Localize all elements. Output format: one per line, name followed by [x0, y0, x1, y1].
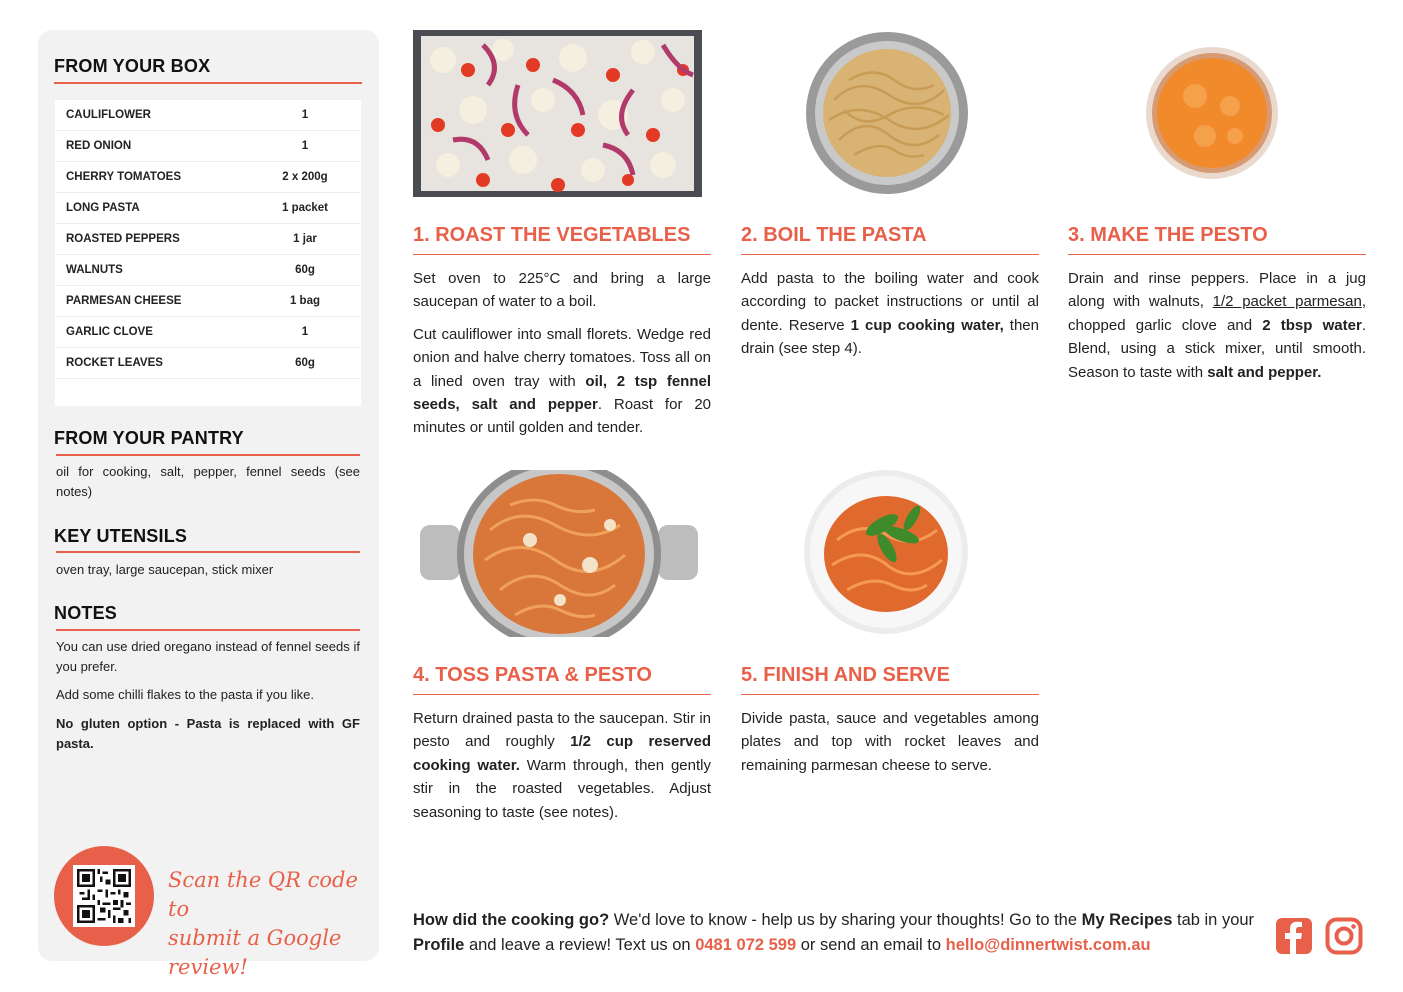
table-row: [55, 193, 361, 224]
finish-serve-image: [802, 470, 970, 634]
heading-rule: [56, 551, 360, 553]
step-4-body: [413, 707, 711, 833]
ingredient-qty: 1 packet: [281, 202, 329, 214]
ingredient-name: WALNUTS: [66, 264, 123, 276]
boil-pasta-image: [804, 30, 970, 196]
text-run: Return drained pasta to the saucepan. Stir in pesto and roughly: [413, 710, 711, 751]
ingredient-qty: 1: [301, 326, 309, 338]
ingredient-name: LONG PASTA: [66, 202, 140, 214]
from-your-pantry-heading: FROM YOUR PANTRY: [54, 428, 244, 448]
step-3-body: [1068, 267, 1366, 393]
table-row: [55, 286, 361, 317]
instagram-icon[interactable]: [1325, 917, 1363, 955]
step-5-title: 5. FINISH AND SERVE: [741, 664, 1039, 695]
step-1-title: 1. ROAST THE VEGETABLES: [413, 224, 711, 255]
note-item: No gluten option - Pasta is replaced with GF pasta.: [56, 716, 360, 751]
text-run: , chopped garlic clove and: [1068, 293, 1366, 334]
ingredient-qty: 60g: [295, 357, 315, 369]
heading-rule: [56, 454, 360, 456]
step-2-text: [741, 267, 1039, 361]
footer-question: How did the cooking go?: [413, 911, 610, 929]
step-2-title: 2. BOIL THE PASTA: [741, 224, 1039, 255]
scan-line: submit a Google review!: [168, 926, 342, 979]
ingredient-qty: 1 jar: [293, 233, 317, 245]
text-run: and leave a review! Text us on: [464, 936, 696, 954]
ingredient-name: ROCKET LEAVES: [66, 357, 163, 369]
qr-code-icon[interactable]: [73, 865, 135, 927]
step-3-text: [1068, 267, 1366, 384]
text-run: Warm through, then gently stir in the roasted vegetables. Adjust seasoning to taste (see notes).: [413, 756, 711, 821]
text-run: Add pasta to the boiling water and cook according to packet instructions or until al dente. Reserve: [741, 270, 1039, 334]
feedback-footer: [413, 908, 1263, 958]
text-run-bold: 1/2 cup reserved cooking water.: [413, 733, 711, 774]
toss-pasta-image: [420, 470, 698, 637]
table-row: [55, 224, 361, 255]
text-run: . Roast for 20 minutes or until golden and tender.: [413, 396, 711, 437]
ingredient-name: GARLIC CLOVE: [66, 326, 153, 338]
note-item: You can use dried oregano instead of fennel seeds if you prefer.: [56, 639, 360, 674]
ingredient-name: RED ONION: [66, 140, 132, 152]
text-run-underline: 1/2 packet parmesan: [1212, 293, 1362, 311]
table-row: [55, 255, 361, 286]
ingredients-sidebar: [38, 30, 379, 979]
text-run-bold: oil, 2 tsp fennel seeds, salt and pepper: [413, 372, 712, 414]
table-row: [55, 100, 361, 131]
table-row: [55, 348, 361, 379]
ingredient-name: CHERRY TOMATOES: [66, 171, 182, 183]
step-1-text: [413, 323, 711, 440]
ingredients-table: [55, 100, 361, 406]
step-5-body: [741, 707, 1039, 786]
ingredient-qty: 2 x 200g: [282, 171, 328, 183]
profile-label: Profile: [413, 936, 465, 954]
table-row: [55, 162, 361, 193]
step-4-title: 4. TOSS PASTA & PESTO: [413, 664, 711, 695]
text-run: . Blend, using a stick mixer, until smooth. Season to taste with: [1068, 316, 1366, 381]
step-3-title: 3. MAKE THE PESTO: [1068, 224, 1366, 255]
text-run-bold: salt and pepper.: [1207, 363, 1322, 381]
text-run: tab in your: [1172, 911, 1255, 929]
email-link[interactable]: hello@dinnertwist.com.au: [945, 936, 1151, 954]
text-run-bold: 2 tbsp water: [1262, 316, 1362, 334]
step-2-body: [741, 267, 1039, 370]
from-your-box-heading: FROM YOUR BOX: [54, 56, 211, 76]
step-5-text: Divide pasta, sauce and vegetables among plates and top with rocket leaves and remaining parmesan cheese to serve.: [741, 710, 1039, 774]
ingredient-qty: 1: [301, 140, 309, 152]
ingredient-qty: 1 bag: [289, 295, 321, 307]
facebook-icon[interactable]: [1275, 917, 1313, 955]
heading-rule: [54, 82, 362, 84]
utensils-text: oven tray, large saucepan, stick mixer: [56, 562, 274, 577]
ingredient-name: PARMESAN CHEESE: [66, 295, 182, 307]
ingredient-name: ROASTED PEPPERS: [66, 233, 180, 245]
qr-badge[interactable]: [54, 846, 154, 946]
key-utensils-heading: KEY UTENSILS: [54, 526, 188, 546]
roast-vegetables-image: [413, 30, 702, 197]
note-item: Add some chilli flakes to the pasta if you like.: [56, 687, 314, 702]
step-1-text: Set oven to 225°C and bring a large saucepan of water to a boil.: [413, 270, 711, 311]
ingredient-qty: 60g: [295, 264, 315, 276]
step-4-text: [413, 707, 711, 824]
step-1-body: [413, 267, 711, 449]
my-recipes-label: My Recipes: [1081, 911, 1173, 929]
table-row: [55, 131, 361, 162]
ingredient-name: CAULIFLOWER: [66, 109, 151, 121]
table-row: [55, 317, 361, 348]
pesto-bowl-image: [1145, 46, 1279, 180]
phone-link[interactable]: 0481 072 599: [695, 936, 797, 954]
text-run: or send an email to: [796, 936, 946, 954]
text-run-bold: 1 cup cooking water,: [850, 316, 1004, 334]
notes-heading: NOTES: [54, 603, 118, 623]
text-run: Cut cauliflower into small florets. Wedge red onion and halve cherry tomatoes. Toss all on a lined oven tray with: [413, 325, 711, 390]
scan-qr-caption: [168, 866, 368, 982]
heading-rule: [56, 629, 360, 631]
ingredient-qty: 1: [301, 109, 309, 121]
text-run: then drain (see step 4).: [741, 316, 1039, 358]
scan-line: Scan the QR code to: [168, 868, 358, 921]
text-run: We'd love to know - help us by sharing your thoughts! Go to the: [609, 911, 1082, 929]
pantry-text: oil for cooking, salt, pepper, fennel seeds (see notes): [56, 464, 360, 499]
text-run: Drain and rinse peppers. Place in a jug along with walnuts,: [1068, 270, 1366, 311]
